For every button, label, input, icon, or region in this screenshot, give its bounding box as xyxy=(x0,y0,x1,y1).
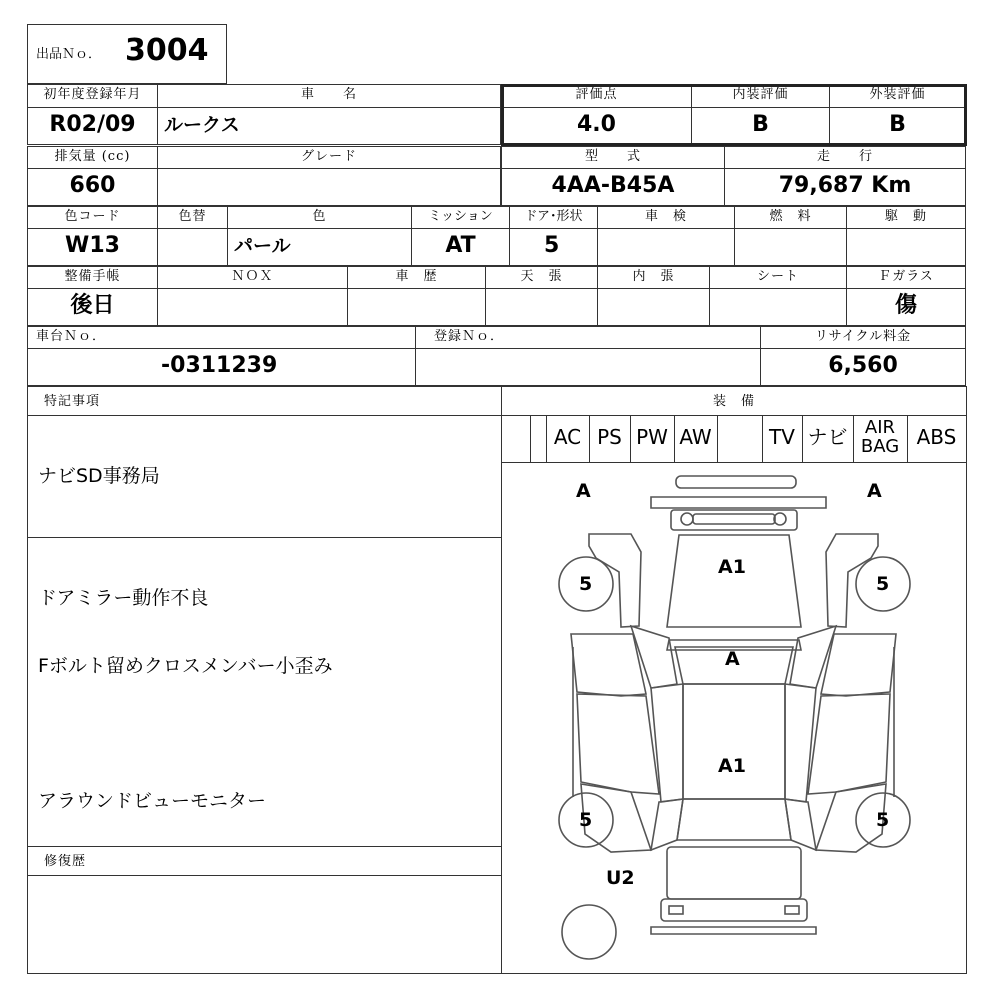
front-emblem-bar xyxy=(693,514,775,524)
grade-tire-front-left: 5 xyxy=(579,573,593,595)
equipment-airbag xyxy=(853,415,908,462)
left-roof-rail xyxy=(651,684,683,802)
interior-grade-label: 内装評価 xyxy=(691,84,830,108)
front-bumper xyxy=(651,497,826,508)
rear-left-lamp xyxy=(669,906,683,914)
lot-number-value: 3004 xyxy=(125,33,209,68)
front-left-lamp xyxy=(681,513,693,525)
door-label: ドア･形状 xyxy=(509,206,598,229)
ceiling-label: 天 張 xyxy=(485,266,598,289)
remarks-line xyxy=(38,722,501,745)
car-name-label: 車 名 xyxy=(157,84,501,108)
equipment-tv: TV xyxy=(762,415,803,462)
chassis-no-value: -0311239 xyxy=(27,348,416,386)
lot-number-label: 出品Ｎｏ． xyxy=(36,47,102,62)
maintenance-value: 後日 xyxy=(27,288,158,326)
nox-label: ＮＯＸ xyxy=(157,266,348,289)
grade-roof: A1 xyxy=(718,755,746,777)
grade-tire-rear-right: 5 xyxy=(876,809,890,831)
grade-front-right-corner: A xyxy=(867,480,882,502)
fuel-value xyxy=(734,228,847,266)
f-glass-label: Ｆガラス xyxy=(846,266,966,289)
history-value xyxy=(347,288,486,326)
mileage-value: 79,687 Km xyxy=(724,168,966,206)
remarks-line: アラウンドビューモニター xyxy=(38,789,267,812)
back-door xyxy=(667,847,801,899)
model-value: 4AA-B45A xyxy=(501,168,725,206)
reg-no-label: 登録Ｎｏ． xyxy=(415,326,761,349)
right-front-door xyxy=(821,634,896,696)
equipment-pw: PW xyxy=(630,415,675,462)
mileage-label: 走 行 xyxy=(724,146,966,169)
history-label: 車 歴 xyxy=(347,266,486,289)
inspection-label: 車 検 xyxy=(597,206,735,229)
equipment-ps: PS xyxy=(589,415,631,462)
remarks-notes xyxy=(27,537,502,847)
car-name-value: ルークス xyxy=(157,107,501,145)
ceiling-value xyxy=(485,288,598,326)
repair-history-label: 修復歴 xyxy=(27,846,502,876)
color-code-label: 色コード xyxy=(27,206,158,229)
grade-rear: U2 xyxy=(606,867,635,889)
interior-lining-value xyxy=(597,288,710,326)
equipment-ac: AC xyxy=(546,415,590,462)
f-glass-value: 傷 xyxy=(846,288,966,326)
inspection-value xyxy=(597,228,735,266)
score-value: 4.0 xyxy=(501,107,692,145)
mission-value: AT xyxy=(411,228,510,266)
interior-lining-label: 内 張 xyxy=(597,266,710,289)
equipment-aw: AW xyxy=(674,415,718,462)
score-label: 評価点 xyxy=(501,84,692,108)
grade-tire-rear-left: 5 xyxy=(579,809,593,831)
left-front-fender xyxy=(589,534,641,627)
remarks-top-box xyxy=(27,415,502,538)
color-change-value xyxy=(157,228,228,266)
interior-grade-value: B xyxy=(691,107,830,145)
roof xyxy=(683,684,785,799)
repair-history-box xyxy=(27,875,502,974)
color-change-label: 色替 xyxy=(157,206,228,229)
color-value: パール xyxy=(227,228,412,266)
door-value: 5 xyxy=(509,228,598,266)
displacement-value: 660 xyxy=(27,168,158,206)
seat-value xyxy=(709,288,847,326)
grade-tire-front-right: 5 xyxy=(876,573,890,595)
recycle-fee-label: リサイクル料金 xyxy=(760,326,966,349)
seat-label: シート xyxy=(709,266,847,289)
car-diagram xyxy=(501,462,966,973)
spare-tire xyxy=(562,905,616,959)
remarks-top-text: ナビSD事務局 xyxy=(38,465,160,487)
drive-label: 駆 動 xyxy=(846,206,966,229)
drive-value xyxy=(846,228,966,266)
color-code-value: W13 xyxy=(27,228,158,266)
hood xyxy=(667,535,801,627)
model-label: 型 式 xyxy=(501,146,725,169)
airbag-line-1: AIR xyxy=(864,417,896,438)
recycle-fee-value: 6,560 xyxy=(760,348,966,386)
equipment-navi: ナビ xyxy=(802,415,854,462)
right-c-pillar xyxy=(785,799,816,850)
grade-value xyxy=(157,168,501,206)
first-reg-label: 初年度登録年月 xyxy=(27,84,158,108)
left-rear-door xyxy=(577,694,659,794)
nox-value xyxy=(157,288,348,326)
grade-front-left-corner: A xyxy=(576,480,591,502)
right-roof-rail xyxy=(785,684,816,802)
left-front-door xyxy=(571,634,646,696)
lot-number-box xyxy=(27,24,227,84)
rear-right-lamp xyxy=(785,906,799,914)
remarks-line: Fボルト留めクロスメンバー小歪み xyxy=(38,654,333,677)
rear-glass xyxy=(677,799,791,840)
equipment-blank-2 xyxy=(717,415,763,462)
first-reg-value: R02/09 xyxy=(27,107,158,145)
reg-no-value xyxy=(415,348,761,386)
maintenance-label: 整備手帳 xyxy=(27,266,158,289)
rear-step xyxy=(651,927,816,934)
grade-label: グレード xyxy=(157,146,501,169)
right-front-fender xyxy=(826,534,878,627)
color-label: 色 xyxy=(227,206,412,229)
airbag-line-2: BAG xyxy=(860,436,900,457)
chassis-no-label: 車台Ｎｏ． xyxy=(27,326,416,349)
equipment-blank xyxy=(501,415,530,462)
left-c-pillar xyxy=(651,799,683,850)
remarks-line: ドアミラー動作不良 xyxy=(38,587,209,609)
exterior-grade-value: B xyxy=(829,107,966,145)
equipment-abs: ABS xyxy=(916,425,957,449)
remarks-label: 特記事項 xyxy=(27,386,502,416)
equipment-spacer xyxy=(530,415,547,462)
equipment-label: 装 備 xyxy=(501,386,967,416)
displacement-label: 排気量 (cc) xyxy=(27,146,158,169)
exterior-grade-label: 外装評価 xyxy=(829,84,966,108)
front-bumper-top xyxy=(676,476,796,488)
right-rear-door xyxy=(808,694,890,794)
mission-label: ミッション xyxy=(411,206,510,229)
grade-windshield: A xyxy=(725,648,740,670)
grade-hood: A1 xyxy=(718,556,746,578)
fuel-label: 燃 料 xyxy=(734,206,847,229)
